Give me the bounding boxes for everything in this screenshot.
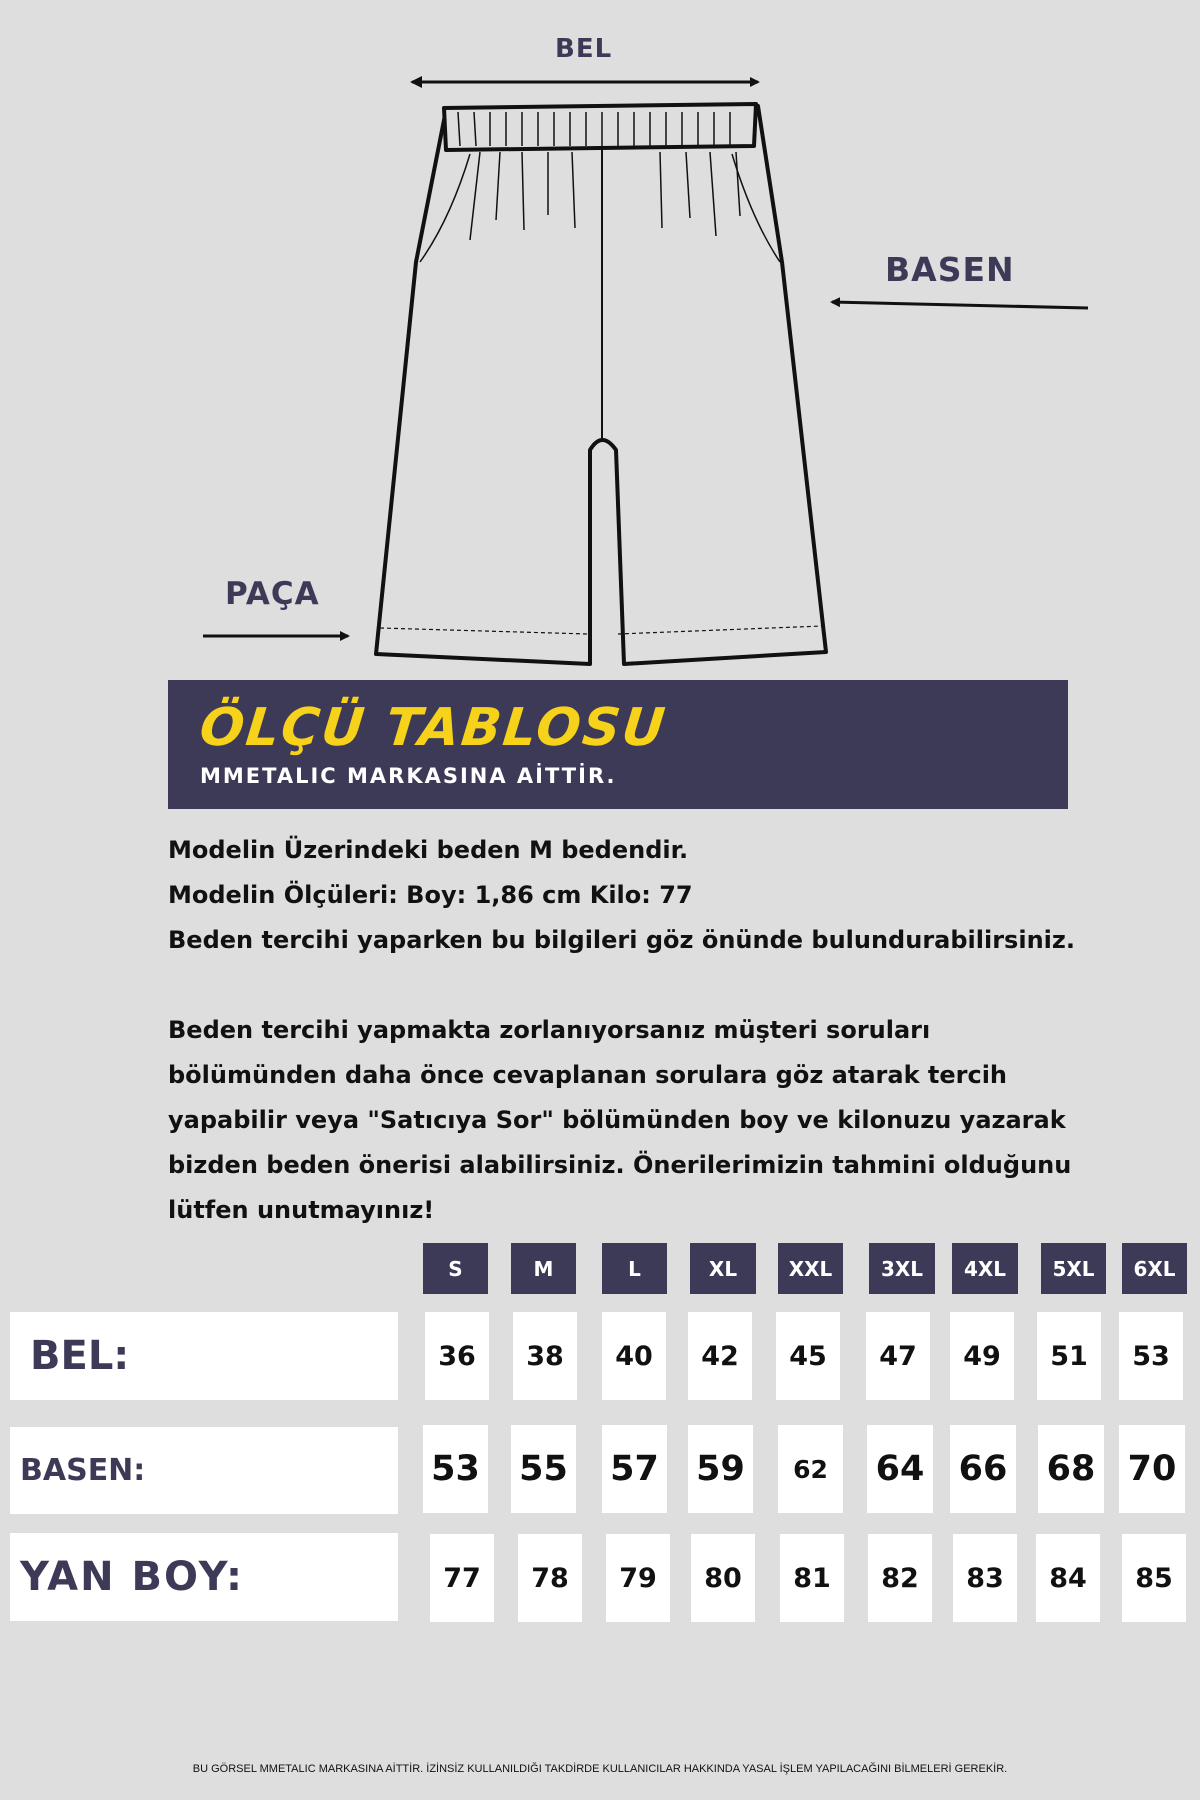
shorts-diagram: [0, 0, 1200, 700]
row-label-waist: BEL:: [10, 1312, 398, 1400]
banner-title: ÖLÇÜ TABLOSU: [196, 698, 670, 758]
row-label-side-length: YAN BOY:: [10, 1533, 398, 1621]
copyright-footer: BU GÖRSEL MMETALIC MARKASINA AİTTİR. İZİNSİZ KULLANILDIĞI TAKDİRDE KULLANICILAR HAKKINDA YASAL İŞLEM YAPILACAĞINI BİLMELERİ GEREKİR.: [192, 1763, 1008, 1775]
advice-line: bölümünden daha önce cevaplanan sorulara göz atarak tercih: [168, 1061, 1008, 1089]
waist-cell: 51: [1037, 1312, 1101, 1400]
hip-cell: 70: [1119, 1425, 1185, 1513]
side-length-cell: 81: [780, 1534, 844, 1622]
side-length-cell: 80: [691, 1534, 755, 1622]
banner-subtitle: MMETALIC MARKASINA AİTTİR.: [200, 764, 617, 788]
size-header: S: [423, 1243, 488, 1294]
waist-cell: 42: [688, 1312, 752, 1400]
hip-cell: 68: [1038, 1425, 1104, 1513]
row-label-hip: BASEN:: [10, 1427, 398, 1514]
info-line: Modelin Ölçüleri: Boy: 1,86 cm Kilo: 77: [168, 881, 693, 909]
hip-arrow: [832, 302, 1088, 308]
side-length-cell: 79: [606, 1534, 670, 1622]
size-header: XL: [690, 1243, 756, 1294]
size-header: XXL: [778, 1243, 843, 1294]
info-line: Beden tercihi yaparken bu bilgileri göz önünde bulundurabilirsiniz.: [168, 926, 1075, 954]
side-length-cell: 84: [1036, 1534, 1100, 1622]
advice-line: yapabilir veya "Satıcıya Sor" bölümünden boy ve kilonuzu yazarak: [168, 1106, 1066, 1134]
hip-cell: 64: [867, 1425, 933, 1513]
hip-cell: 59: [688, 1425, 753, 1513]
hip-cell: 55: [511, 1425, 576, 1513]
hip-cell: 66: [950, 1425, 1016, 1513]
waist-cell: 45: [776, 1312, 840, 1400]
advice-line: Beden tercihi yapmakta zorlanıyorsanız müşteri soruları: [168, 1016, 931, 1044]
waist-cell: 49: [950, 1312, 1014, 1400]
side-length-cell: 83: [953, 1534, 1017, 1622]
waist-cell: 53: [1119, 1312, 1183, 1400]
hip-cell: 53: [423, 1425, 488, 1513]
side-length-cell: 85: [1122, 1534, 1186, 1622]
side-length-cell: 82: [868, 1534, 932, 1622]
hip-label: BASEN: [885, 250, 1015, 289]
size-header: 4XL: [952, 1243, 1018, 1294]
size-chart-banner: [168, 680, 1068, 809]
waist-cell: 47: [866, 1312, 930, 1400]
size-header: L: [602, 1243, 667, 1294]
waist-label: BEL: [555, 34, 613, 64]
model-info: [168, 828, 1075, 1233]
info-line: Modelin Üzerindeki beden M bedendir.: [168, 836, 689, 864]
size-header: 6XL: [1122, 1243, 1187, 1294]
size-header: M: [511, 1243, 576, 1294]
hem-label: PAÇA: [225, 576, 320, 612]
hip-cell: 62: [778, 1425, 843, 1513]
size-header: 3XL: [869, 1243, 935, 1294]
side-length-cell: 78: [518, 1534, 582, 1622]
advice-line: lütfen unutmayınız!: [168, 1196, 435, 1224]
waist-cell: 38: [513, 1312, 577, 1400]
advice-line: bizden beden önerisi alabilirsiniz. Önerilerimizin tahmini olduğunu: [168, 1151, 1072, 1179]
waist-cell: 40: [602, 1312, 666, 1400]
side-length-cell: 77: [430, 1534, 494, 1622]
size-header: 5XL: [1041, 1243, 1106, 1294]
waist-cell: 36: [425, 1312, 489, 1400]
hip-cell: 57: [602, 1425, 667, 1513]
